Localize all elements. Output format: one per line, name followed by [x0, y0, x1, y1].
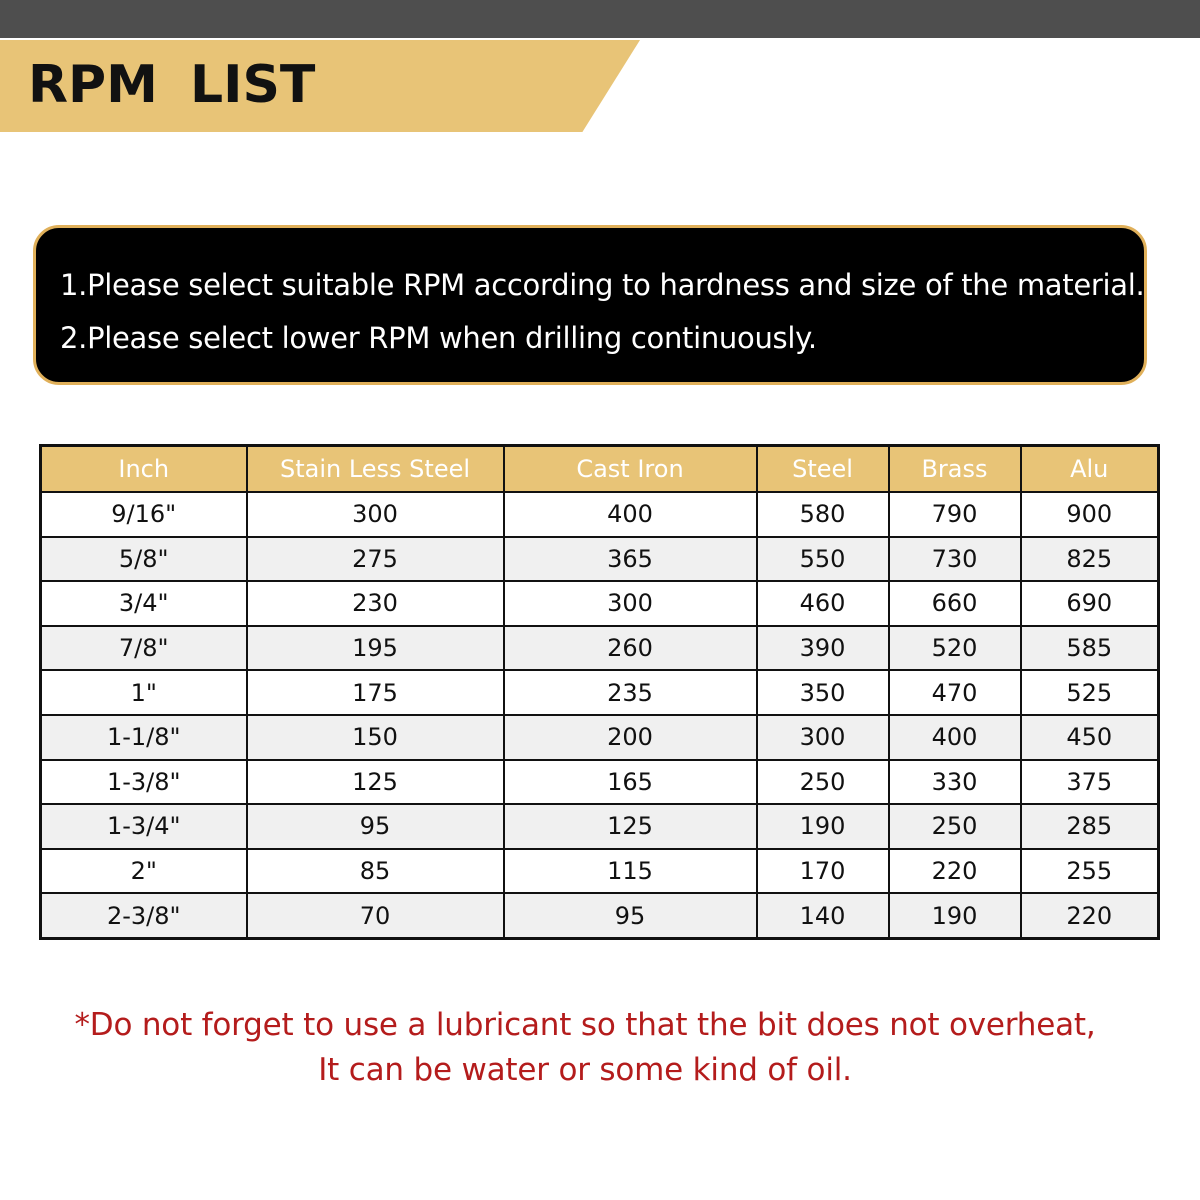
cell-stainless-steel: 175 — [247, 670, 504, 715]
cell-cast-iron: 400 — [504, 492, 757, 537]
cell-brass: 220 — [889, 849, 1021, 894]
cell-stainless-steel: 150 — [247, 715, 504, 760]
cell-brass: 660 — [889, 581, 1021, 626]
cell-cast-iron: 260 — [504, 626, 757, 671]
footnote-line-1: *Do not forget to use a lubricant so that the bit does not overheat, — [74, 1007, 1096, 1043]
footnote-line-2: It can be water or some kind of oil. — [318, 1052, 852, 1088]
cell-cast-iron: 125 — [504, 804, 757, 849]
page-title: RPM LIST — [28, 55, 316, 115]
cell-alu: 285 — [1021, 804, 1159, 849]
cell-inch: 1-3/4" — [41, 804, 247, 849]
cell-alu: 825 — [1021, 537, 1159, 582]
header-alu: Alu — [1021, 446, 1159, 493]
header-inch: Inch — [41, 446, 247, 493]
rpm-table — [39, 444, 1160, 940]
cell-inch: 2-3/8" — [41, 893, 247, 938]
table-row — [41, 893, 1159, 938]
table-row — [41, 715, 1159, 760]
table-row — [41, 804, 1159, 849]
header-cast-iron: Cast Iron — [504, 446, 757, 493]
cell-brass: 470 — [889, 670, 1021, 715]
cell-brass: 330 — [889, 760, 1021, 805]
cell-cast-iron: 200 — [504, 715, 757, 760]
notes-box — [33, 225, 1147, 385]
cell-stainless-steel: 300 — [247, 492, 504, 537]
table-row — [41, 492, 1159, 537]
cell-steel: 350 — [757, 670, 889, 715]
table-row — [41, 581, 1159, 626]
cell-steel: 170 — [757, 849, 889, 894]
cell-steel: 300 — [757, 715, 889, 760]
cell-steel: 250 — [757, 760, 889, 805]
note-2: 2.Please select lower RPM when drilling continuously. — [60, 321, 817, 355]
cell-inch: 7/8" — [41, 626, 247, 671]
header-brass: Brass — [889, 446, 1021, 493]
cell-cast-iron: 115 — [504, 849, 757, 894]
table-row — [41, 670, 1159, 715]
cell-cast-iron: 365 — [504, 537, 757, 582]
cell-steel: 550 — [757, 537, 889, 582]
cell-stainless-steel: 70 — [247, 893, 504, 938]
cell-brass: 190 — [889, 893, 1021, 938]
header-steel: Steel — [757, 446, 889, 493]
cell-inch: 1-3/8" — [41, 760, 247, 805]
cell-inch: 1-1/8" — [41, 715, 247, 760]
note-1: 1.Please select suitable RPM according to hardness and size of the material. — [60, 268, 1145, 302]
cell-stainless-steel: 275 — [247, 537, 504, 582]
cell-brass: 400 — [889, 715, 1021, 760]
cell-stainless-steel: 195 — [247, 626, 504, 671]
table-row — [41, 537, 1159, 582]
table-row — [41, 760, 1159, 805]
top-bar — [0, 0, 1200, 38]
cell-alu: 585 — [1021, 626, 1159, 671]
cell-cast-iron: 95 — [504, 893, 757, 938]
cell-cast-iron: 235 — [504, 670, 757, 715]
cell-inch: 2" — [41, 849, 247, 894]
cell-steel: 390 — [757, 626, 889, 671]
cell-stainless-steel: 85 — [247, 849, 504, 894]
cell-alu: 375 — [1021, 760, 1159, 805]
cell-inch: 5/8" — [41, 537, 247, 582]
cell-brass: 730 — [889, 537, 1021, 582]
cell-steel: 460 — [757, 581, 889, 626]
cell-brass: 250 — [889, 804, 1021, 849]
cell-stainless-steel: 125 — [247, 760, 504, 805]
cell-cast-iron: 300 — [504, 581, 757, 626]
table-header-row — [41, 446, 1159, 493]
cell-inch: 3/4" — [41, 581, 247, 626]
cell-alu: 525 — [1021, 670, 1159, 715]
cell-cast-iron: 165 — [504, 760, 757, 805]
table-row — [41, 849, 1159, 894]
cell-stainless-steel: 230 — [247, 581, 504, 626]
cell-inch: 9/16" — [41, 492, 247, 537]
cell-alu: 900 — [1021, 492, 1159, 537]
cell-stainless-steel: 95 — [247, 804, 504, 849]
cell-brass: 520 — [889, 626, 1021, 671]
cell-brass: 790 — [889, 492, 1021, 537]
cell-steel: 580 — [757, 492, 889, 537]
table-row — [41, 626, 1159, 671]
cell-inch: 1" — [41, 670, 247, 715]
cell-alu: 220 — [1021, 893, 1159, 938]
cell-alu: 690 — [1021, 581, 1159, 626]
header-stainless-steel: Stain Less Steel — [247, 446, 504, 493]
cell-steel: 140 — [757, 893, 889, 938]
lubricant-footnote — [0, 1003, 1200, 1093]
cell-alu: 255 — [1021, 849, 1159, 894]
cell-alu: 450 — [1021, 715, 1159, 760]
cell-steel: 190 — [757, 804, 889, 849]
